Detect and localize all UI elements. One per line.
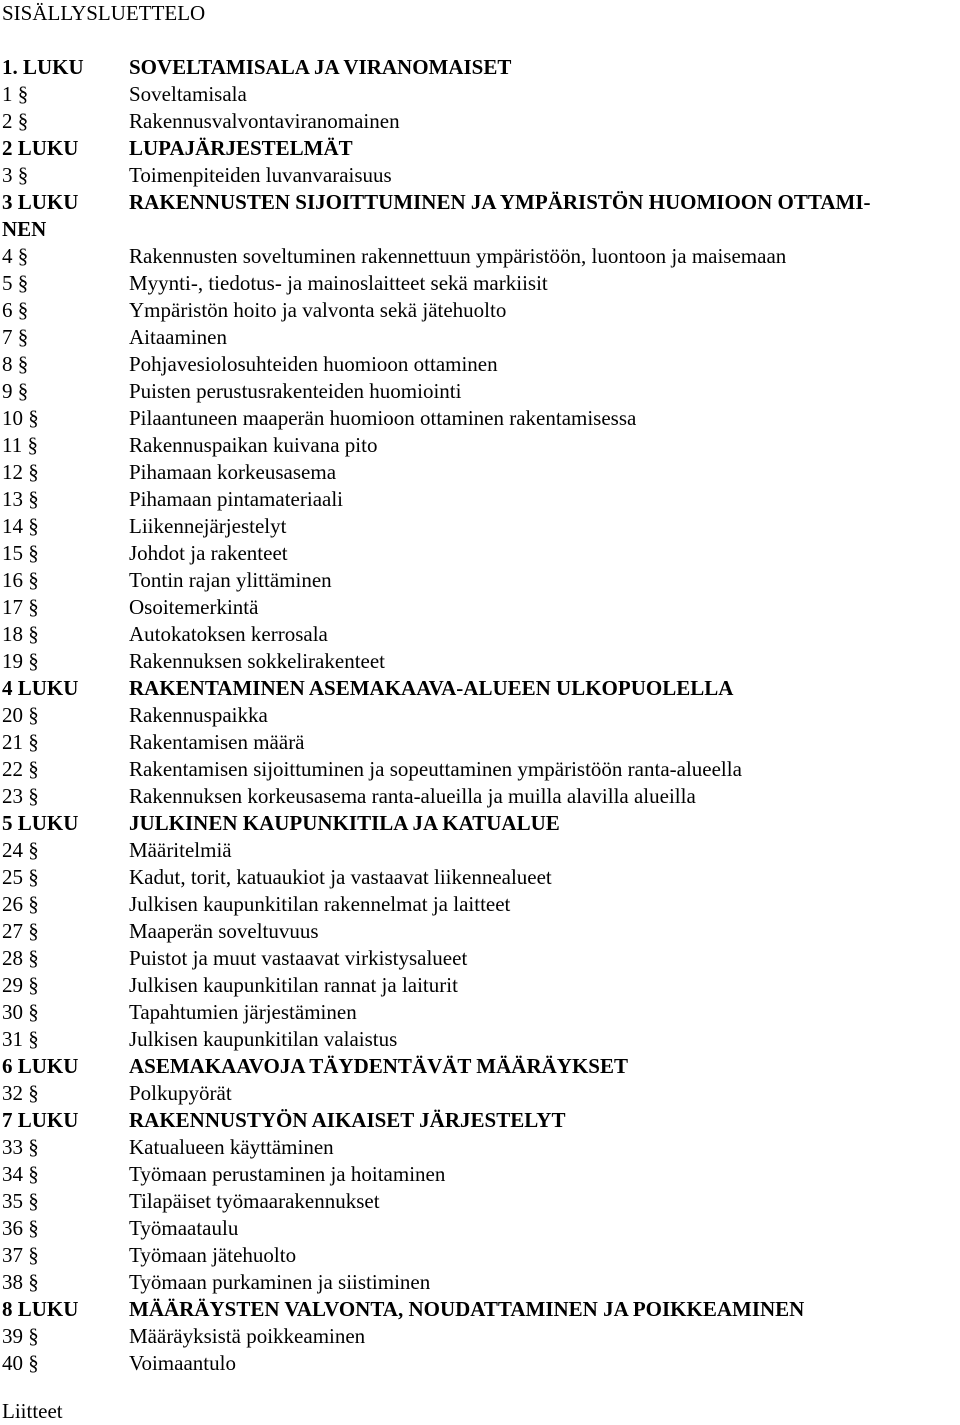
- section-title: Rakennusten soveltuminen rakennettuun ympäristöön, luontoon ja maisemaan: [129, 244, 787, 268]
- section-number: 38 §: [2, 1270, 39, 1294]
- section-number: 14 §: [2, 514, 39, 538]
- section-number: 30 §: [2, 1000, 39, 1024]
- chapter-number: 5 LUKU: [2, 811, 79, 835]
- toc-section-row: [2, 1161, 958, 1188]
- section-number: 36 §: [2, 1216, 39, 1240]
- section-number: 11 §: [2, 433, 38, 457]
- section-number: 3 §: [2, 163, 29, 187]
- section-number: 31 §: [2, 1027, 39, 1051]
- section-number: 27 §: [2, 919, 39, 943]
- section-title: Julkisen kaupunkitilan rakennelmat ja laitteet: [129, 892, 511, 916]
- toc-section-row: [2, 108, 958, 135]
- section-title: Rakentamisen määrä: [129, 730, 305, 754]
- section-number: 6 §: [2, 298, 29, 322]
- section-number: 35 §: [2, 1189, 39, 1213]
- section-title: Johdot ja rakenteet: [129, 541, 288, 565]
- toc-section-row: [2, 405, 958, 432]
- toc-section-row: [2, 756, 958, 783]
- toc-section-row: [2, 1323, 958, 1350]
- section-title: Tapahtumien järjestäminen: [129, 1000, 357, 1024]
- section-number: 8 §: [2, 352, 29, 376]
- toc-section-row: [2, 243, 958, 270]
- section-number: 7 §: [2, 325, 29, 349]
- toc-section-row: [2, 432, 958, 459]
- section-title: Toimenpiteiden luvanvaraisuus: [129, 163, 392, 187]
- section-number: 25 §: [2, 865, 39, 889]
- toc-section-row: [2, 621, 958, 648]
- toc-chapter-row: [2, 675, 958, 702]
- toc-chapter-row: [2, 1053, 958, 1080]
- toc-section-row: [2, 783, 958, 810]
- section-title: Myynti-, tiedotus- ja mainoslaitteet sekä markiisit: [129, 271, 548, 295]
- toc-section-row: [2, 702, 958, 729]
- section-title: Työmaan jätehuolto: [129, 1243, 297, 1267]
- chapter-number: 6 LUKU: [2, 1054, 79, 1078]
- section-number: 24 §: [2, 838, 39, 862]
- table-of-contents: [2, 54, 958, 1377]
- section-number: 26 §: [2, 892, 39, 916]
- section-number: 28 §: [2, 946, 39, 970]
- toc-section-row: [2, 648, 958, 675]
- section-number: 16 §: [2, 568, 39, 592]
- section-number: 18 §: [2, 622, 39, 646]
- toc-section-row: [2, 540, 958, 567]
- toc-section-row: [2, 324, 958, 351]
- toc-section-row: [2, 1242, 958, 1269]
- section-number: 34 §: [2, 1162, 39, 1186]
- section-title: Ympäristön hoito ja valvonta sekä jätehuolto: [129, 298, 507, 322]
- toc-section-row: [2, 1350, 958, 1377]
- toc-section-row: [2, 1080, 958, 1107]
- section-title: Osoitemerkintä: [129, 595, 259, 619]
- section-title: Määritelmiä: [129, 838, 232, 862]
- toc-section-row: [2, 297, 958, 324]
- chapter-title: MÄÄRÄYSTEN VALVONTA, NOUDATTAMINEN JA POIKKEAMINEN: [129, 1297, 805, 1321]
- chapter-title: JULKINEN KAUPUNKITILA JA KATUALUE: [129, 811, 560, 835]
- section-number: 13 §: [2, 487, 39, 511]
- toc-section-row: [2, 891, 958, 918]
- toc-section-row: [2, 972, 958, 999]
- chapter-title: RAKENNUSTEN SIJOITTUMINEN JA YMPÄRISTÖN HUOMIOON OTTAMI-: [129, 190, 871, 214]
- toc-section-row: [2, 270, 958, 297]
- section-title: Liikennejärjestelyt: [129, 514, 287, 538]
- section-number: 20 §: [2, 703, 39, 727]
- toc-section-row: [2, 162, 958, 189]
- section-title: Polkupyörät: [129, 1081, 232, 1105]
- section-title: Puisten perustusrakenteiden huomiointi: [129, 379, 462, 403]
- section-title: Puistot ja muut vastaavat virkistysalueet: [129, 946, 468, 970]
- section-title: Julkisen kaupunkitilan rannat ja laiturit: [129, 973, 458, 997]
- toc-section-row: [2, 999, 958, 1026]
- section-title: Julkisen kaupunkitilan valaistus: [129, 1027, 398, 1051]
- toc-section-row: [2, 1026, 958, 1053]
- toc-section-row: [2, 513, 958, 540]
- section-number: 33 §: [2, 1135, 39, 1159]
- section-title: Tilapäiset työmaarakennukset: [129, 1189, 380, 1213]
- section-title: Määräyksistä poikkeaminen: [129, 1324, 366, 1348]
- section-title: Tontin rajan ylittäminen: [129, 568, 332, 592]
- toc-chapter-row: [2, 810, 958, 837]
- section-number: 1 §: [2, 82, 29, 106]
- chapter-number: 3 LUKU: [2, 190, 79, 214]
- section-title: Pohjavesiolosuhteiden huomioon ottaminen: [129, 352, 498, 376]
- section-number: 10 §: [2, 406, 39, 430]
- toc-section-row: [2, 351, 958, 378]
- toc-section-row: [2, 594, 958, 621]
- section-number: 17 §: [2, 595, 39, 619]
- section-number: 21 §: [2, 730, 39, 754]
- section-number: 40 §: [2, 1351, 39, 1375]
- chapter-title: ASEMAKAAVOJA TÄYDENTÄVÄT MÄÄRÄYKSET: [129, 1054, 628, 1078]
- toc-chapter-row: [2, 135, 958, 162]
- document-title: SISÄLLYSLUETTELO: [2, 1, 206, 25]
- toc-section-row: [2, 729, 958, 756]
- toc-section-row: [2, 1215, 958, 1242]
- toc-section-row: [2, 864, 958, 891]
- section-number: 23 §: [2, 784, 39, 808]
- section-number: 2 §: [2, 109, 29, 133]
- section-number: 15 §: [2, 541, 39, 565]
- toc-chapter-row: [2, 54, 958, 81]
- section-title: Pihamaan pintamateriaali: [129, 487, 343, 511]
- section-number: 22 §: [2, 757, 39, 781]
- section-title: Rakennuksen sokkelirakenteet: [129, 649, 385, 673]
- section-number: 9 §: [2, 379, 29, 403]
- toc-section-row: [2, 1188, 958, 1215]
- section-title: Katualueen käyttäminen: [129, 1135, 334, 1159]
- section-number: 19 §: [2, 649, 39, 673]
- section-number: 5 §: [2, 271, 29, 295]
- chapter-number: 1. LUKU: [2, 55, 84, 79]
- toc-section-row: [2, 1134, 958, 1161]
- section-title: Soveltamisala: [129, 82, 247, 106]
- chapter-title: RAKENNUSTYÖN AIKAISET JÄRJESTELYT: [129, 1108, 566, 1132]
- toc-section-row: [2, 837, 958, 864]
- section-title: Rakennuksen korkeusasema ranta-alueilla ja muilla alavilla alueilla: [129, 784, 696, 808]
- toc-chapter-row: [2, 1107, 958, 1134]
- chapter-title: NEN: [2, 217, 47, 241]
- section-title: Työmaan perustaminen ja hoitaminen: [129, 1162, 446, 1186]
- chapter-number: 7 LUKU: [2, 1108, 79, 1132]
- chapter-title: RAKENTAMINEN ASEMAKAAVA-ALUEEN ULKOPUOLELLA: [129, 676, 734, 700]
- section-number: 12 §: [2, 460, 39, 484]
- section-title: Autokatoksen kerrosala: [129, 622, 328, 646]
- section-title: Voimaantulo: [129, 1351, 236, 1375]
- section-title: Kadut, torit, katuaukiot ja vastaavat liikennealueet: [129, 865, 552, 889]
- section-title: Maaperän soveltuvuus: [129, 919, 319, 943]
- toc-section-row: [2, 378, 958, 405]
- section-title: Rakentamisen sijoittuminen ja sopeuttaminen ympäristöön ranta-alueella: [129, 757, 742, 781]
- section-number: 4 §: [2, 244, 29, 268]
- toc-chapter-row: [2, 216, 958, 243]
- chapter-number: 8 LUKU: [2, 1297, 79, 1321]
- chapter-title: SOVELTAMISALA JA VIRANOMAISET: [129, 55, 512, 79]
- toc-section-row: [2, 459, 958, 486]
- section-title: Rakennuspaikan kuivana pito: [129, 433, 378, 457]
- section-title: Rakennusvalvontaviranomainen: [129, 109, 400, 133]
- toc-chapter-row: [2, 189, 958, 216]
- toc-section-row: [2, 945, 958, 972]
- section-title: Työmaan purkaminen ja siistiminen: [129, 1270, 431, 1294]
- chapter-number: 2 LUKU: [2, 136, 79, 160]
- toc-section-row: [2, 567, 958, 594]
- section-number: 39 §: [2, 1324, 39, 1348]
- section-title: Pihamaan korkeusasema: [129, 460, 337, 484]
- section-number: 32 §: [2, 1081, 39, 1105]
- section-title: Työmaataulu: [129, 1216, 239, 1240]
- toc-chapter-row: [2, 1296, 958, 1323]
- toc-section-row: [2, 918, 958, 945]
- chapter-title: LUPAJÄRJESTELMÄT: [129, 136, 353, 160]
- toc-section-row: [2, 486, 958, 513]
- section-title: Pilaantuneen maaperän huomioon ottaminen rakentamisessa: [129, 406, 637, 430]
- section-title: Aitaaminen: [129, 325, 227, 349]
- toc-section-row: [2, 81, 958, 108]
- appendix-heading: Liitteet: [2, 1399, 63, 1423]
- section-number: 37 §: [2, 1243, 39, 1267]
- toc-section-row: [2, 1269, 958, 1296]
- section-number: 29 §: [2, 973, 39, 997]
- chapter-number: 4 LUKU: [2, 676, 79, 700]
- section-title: Rakennuspaikka: [129, 703, 268, 727]
